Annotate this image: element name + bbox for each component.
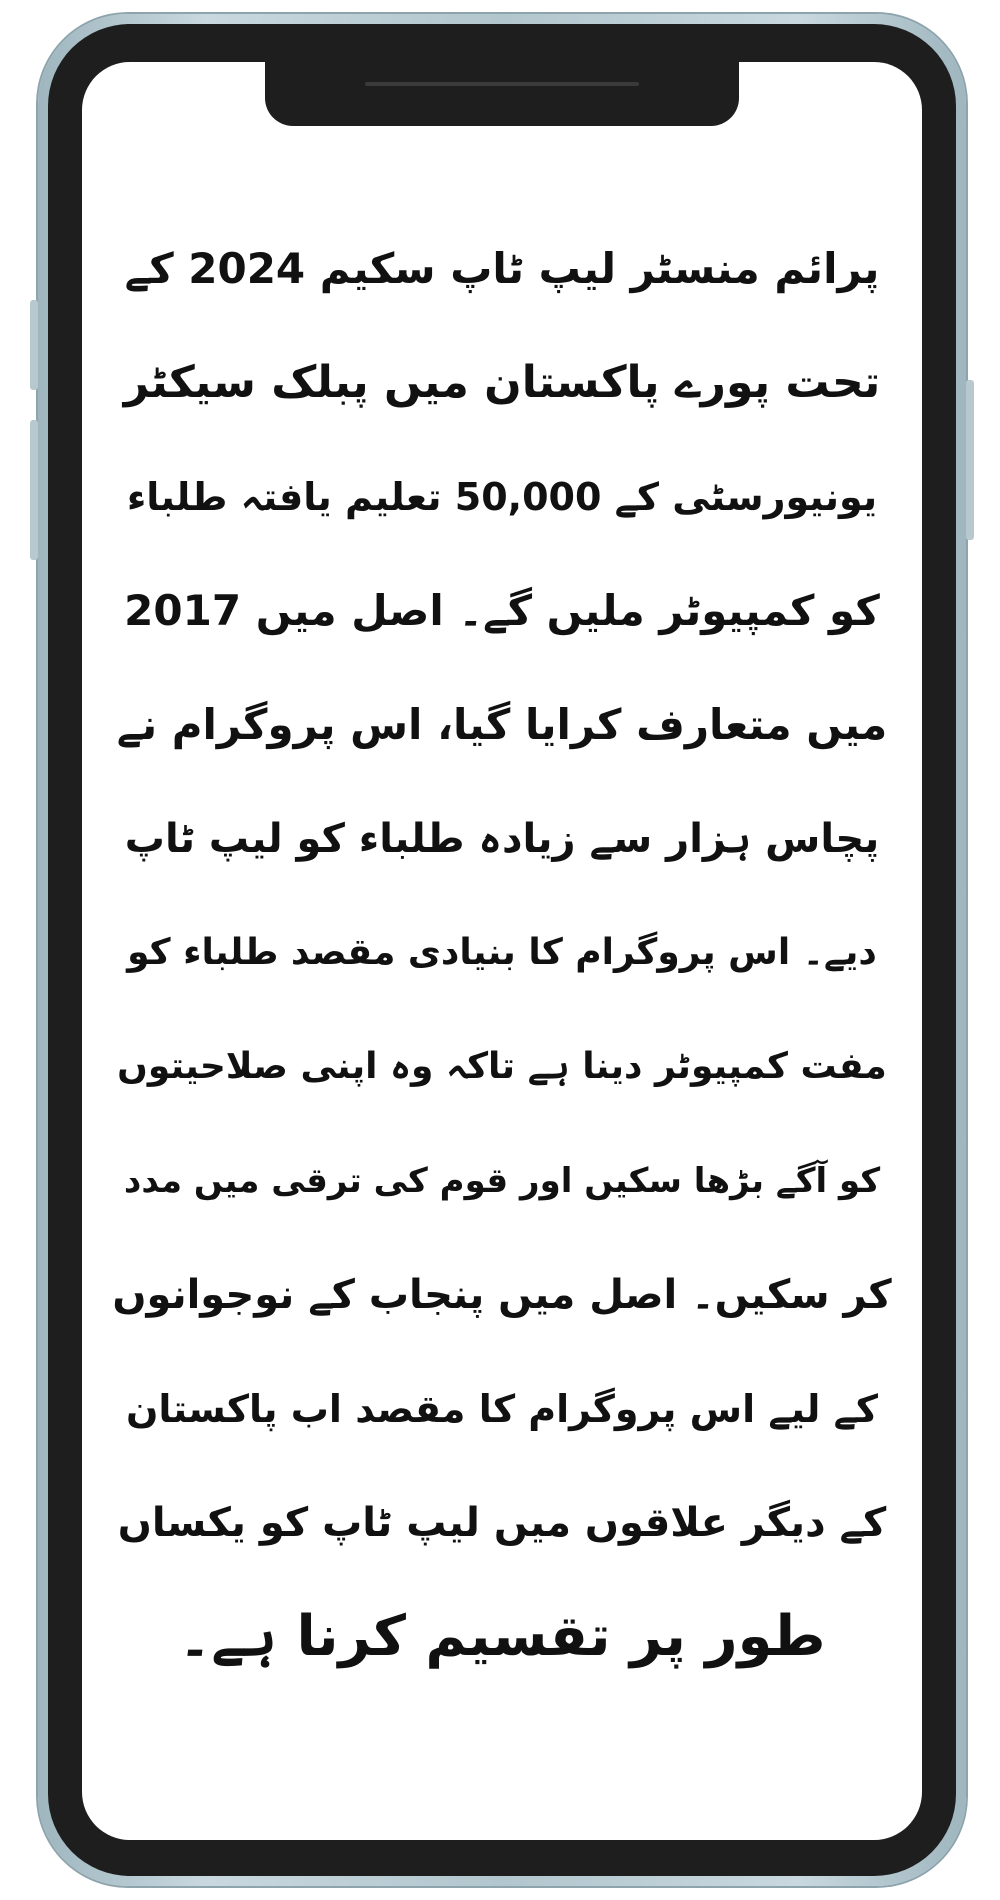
article-line: پرائم منسٹر لیپ ٹاپ سکیم 2024 کے: [124, 244, 880, 293]
article-line: کر سکیں۔ اصل میں پنجاب کے نوجوانوں: [112, 1272, 892, 1318]
article-line: کے لیے اس پروگرام کا مقصد اب پاکستان: [126, 1387, 878, 1431]
article-line: یونیورسٹی کے 50,000 تعلیم یافتہ طلباء: [126, 475, 878, 519]
speaker-grille: [365, 82, 639, 86]
phone-volume-button: [30, 420, 38, 560]
article-line: مفت کمپیوٹر دینا ہے تاکہ وہ اپنی صلاحیتوں: [117, 1046, 887, 1087]
article-line: کو کمپیوٹر ملیں گے۔ اصل میں 2017: [124, 586, 880, 635]
article-line: پچاس ہزار سے زیادہ طلباء کو لیپ ٹاپ: [124, 816, 880, 862]
article-line: کو آگے بڑھا سکیں اور قوم کی ترقی میں مدد: [123, 1161, 881, 1201]
article-line: تحت پورے پاکستان میں پبلک سیکٹر: [123, 357, 881, 408]
article-line: طور پر تقسیم کرنا ہے۔: [178, 1604, 826, 1669]
phone-notch: [265, 24, 739, 126]
phone-screen: [82, 62, 922, 1840]
phone-side-button: [30, 300, 38, 390]
phone-power-button: [966, 380, 974, 540]
article-line: کے دیگر علاقوں میں لیپ ٹاپ کو یکساں: [117, 1500, 887, 1546]
article-line: میں متعارف کرایا گیا، اس پروگرام نے: [116, 700, 888, 749]
article-line: دیے۔ اس پروگرام کا بنیادی مقصد طلباء کو: [127, 932, 877, 973]
article-text: [112, 212, 892, 1694]
